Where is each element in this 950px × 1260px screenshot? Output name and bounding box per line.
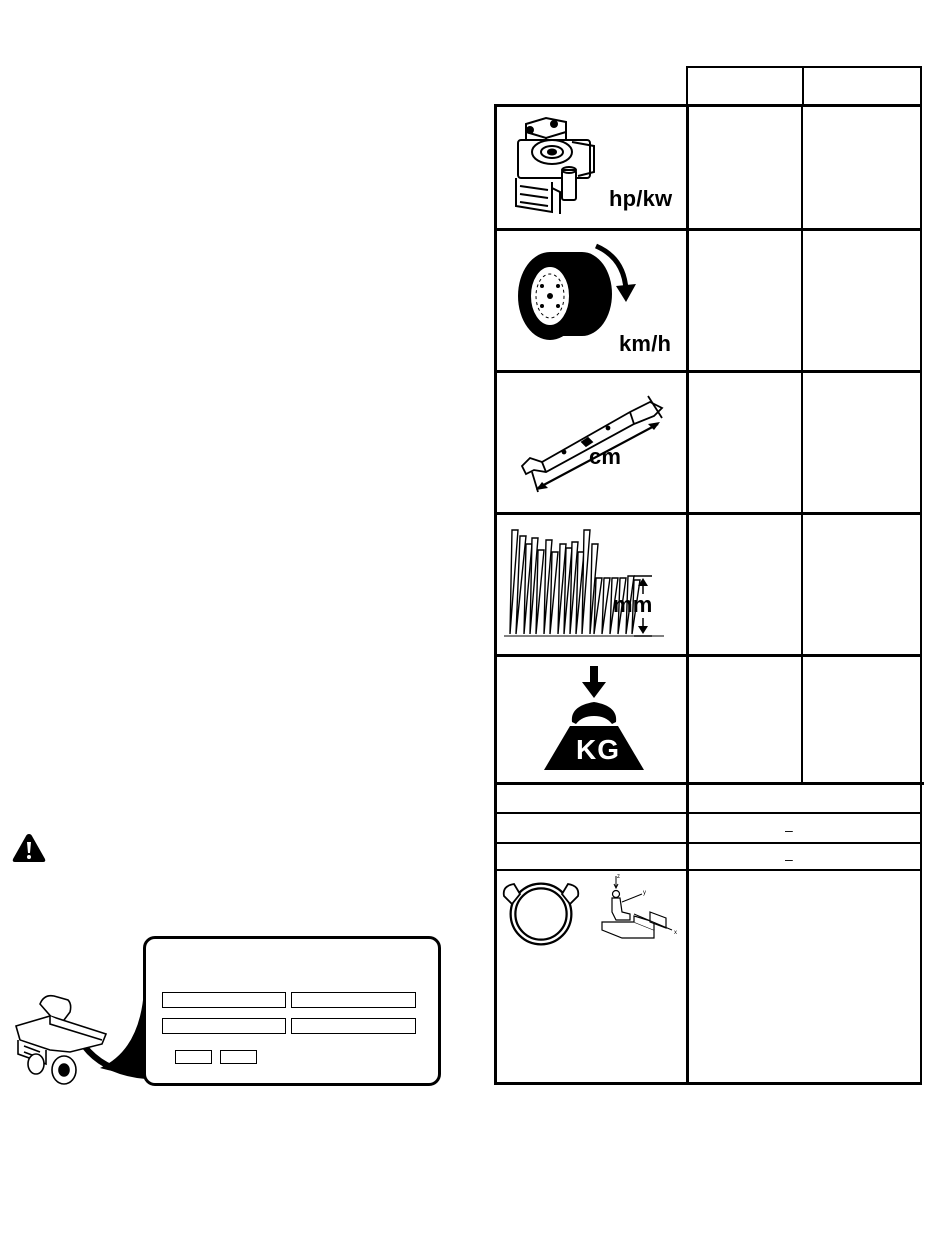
value-cell xyxy=(808,234,913,254)
extra-row-value: – xyxy=(785,851,793,867)
engine-icon xyxy=(508,110,608,220)
axis-label: y xyxy=(643,890,646,896)
value-cell xyxy=(692,110,797,130)
unit-cm: cm xyxy=(589,444,622,469)
label-small-field xyxy=(175,1050,212,1064)
label-field xyxy=(291,992,416,1008)
row-divider xyxy=(494,654,922,657)
vibration-value xyxy=(692,876,917,896)
value-cell xyxy=(808,376,913,396)
extra-row-value xyxy=(692,786,917,806)
table-left-border xyxy=(494,104,497,1084)
extra-row-label xyxy=(500,786,680,806)
value-cell xyxy=(808,110,913,130)
table-value-column-divider xyxy=(801,104,803,783)
header-cell-1 xyxy=(686,66,804,106)
value-cell xyxy=(692,234,797,254)
row-divider xyxy=(494,842,922,844)
seated-operator-axes-icon xyxy=(594,872,684,946)
value-cell xyxy=(692,518,797,538)
label-field xyxy=(162,992,286,1008)
value-cell xyxy=(808,660,913,680)
row-divider xyxy=(494,869,922,871)
table-icon-column-divider xyxy=(686,104,689,1084)
steering-wheel-hands-icon xyxy=(498,876,584,948)
axis-label: x xyxy=(674,930,677,936)
extra-row-value: – xyxy=(785,822,793,838)
value-cell xyxy=(692,376,797,396)
extra-row-label xyxy=(500,816,680,836)
unit-km-h: km/h xyxy=(619,331,672,356)
row-divider xyxy=(494,370,922,373)
unit-hp-kw: hp/kw xyxy=(609,186,673,211)
label-field xyxy=(291,1018,416,1034)
extra-row-label xyxy=(500,846,680,866)
header-cell-2 xyxy=(802,66,922,106)
value-cell xyxy=(692,660,797,680)
row-divider xyxy=(494,782,924,785)
axis-label: z xyxy=(617,874,620,880)
row-divider xyxy=(494,812,922,814)
label-small-field xyxy=(220,1050,257,1064)
table-bottom-overhang xyxy=(689,1082,839,1084)
table-right-border xyxy=(920,104,922,1084)
table-outline-top xyxy=(494,104,922,107)
grass-height-icon xyxy=(504,522,664,640)
unit-mm: mm xyxy=(613,592,653,617)
value-cell xyxy=(808,518,913,538)
riding-mower-icon xyxy=(10,990,160,1090)
weight-label: KG xyxy=(576,734,620,765)
row-divider xyxy=(494,228,922,231)
label-field xyxy=(162,1018,286,1034)
row-divider xyxy=(494,512,922,515)
warning-triangle-icon xyxy=(12,832,46,864)
